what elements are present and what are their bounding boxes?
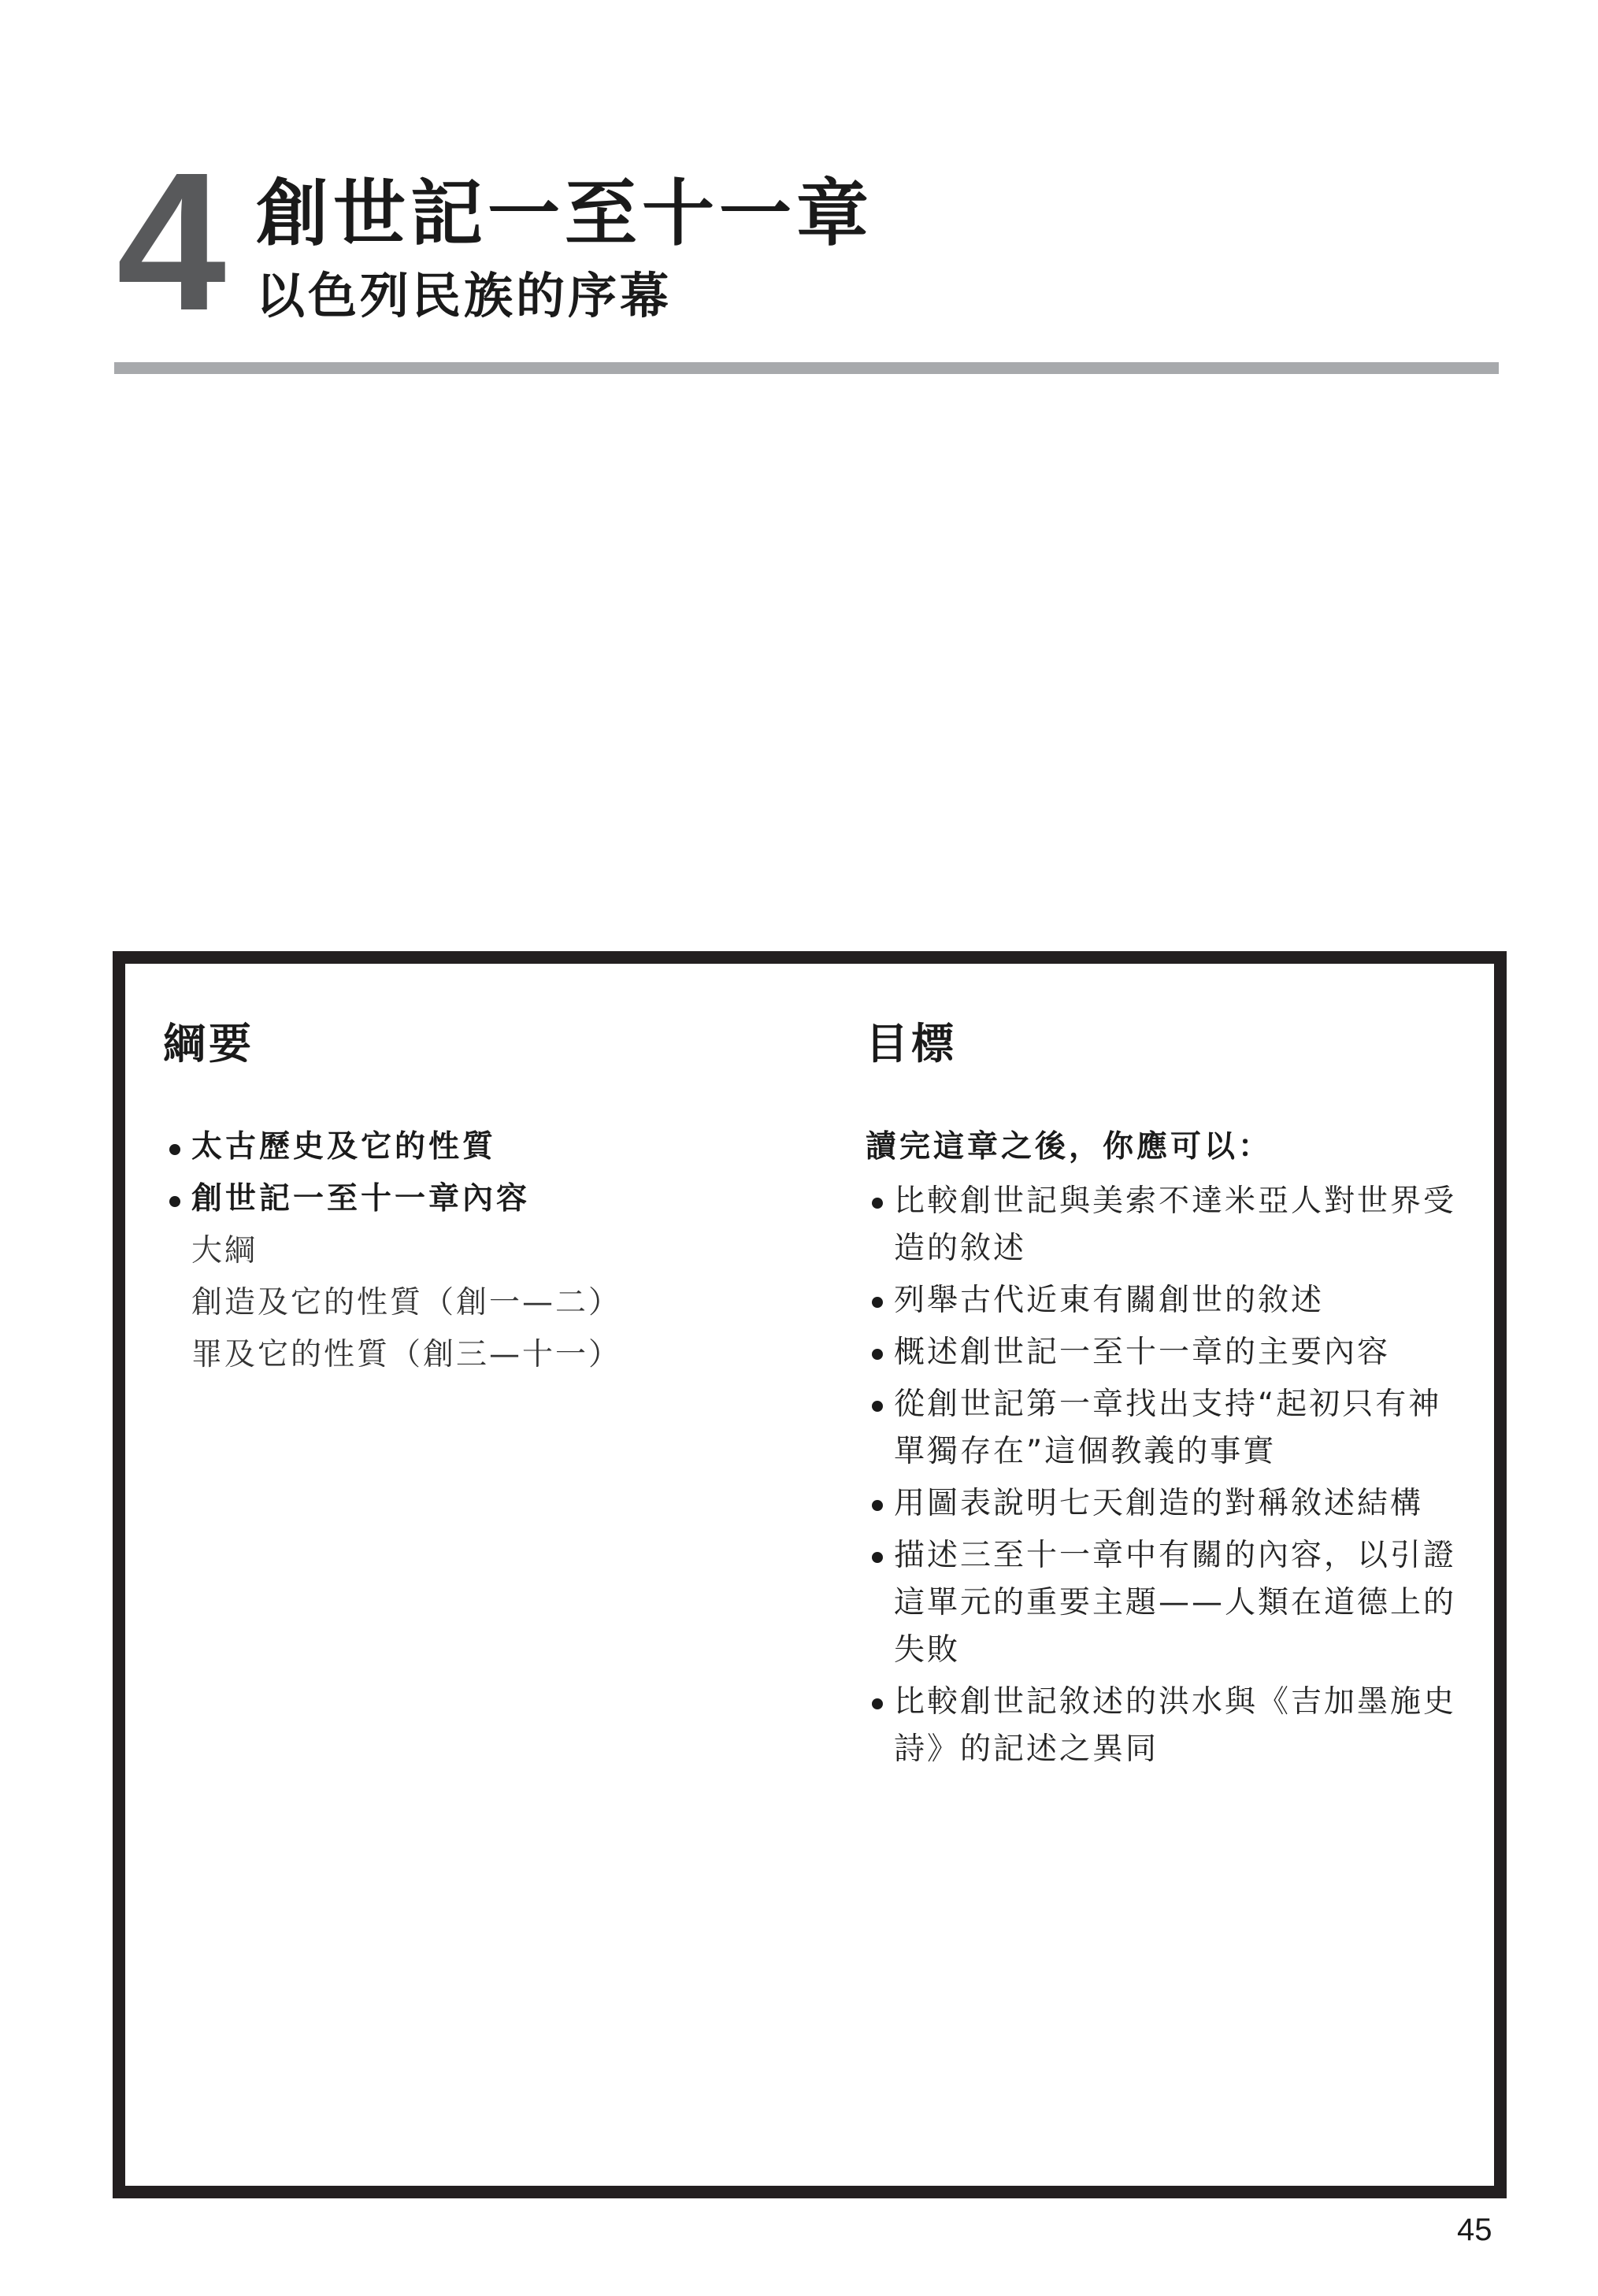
bullet-icon	[872, 1401, 883, 1412]
objective-text-line: 單獨存在”這個教義的事實	[894, 1434, 1277, 1469]
objective-item	[866, 1480, 1464, 1528]
outline-subitem	[163, 1277, 809, 1329]
bullet-icon	[169, 1144, 180, 1155]
objective-text-line: 詩》的記述之異同	[894, 1731, 1159, 1767]
bullet-icon	[169, 1196, 180, 1207]
chapter-title: 創世記一至十一章	[256, 172, 874, 256]
objective-text-line: 描述三至十一章中有關的內容，以引證	[894, 1538, 1457, 1573]
content-box	[113, 951, 1507, 2198]
objective-text-line: 從創世記第一章找出支持“起初只有神	[894, 1387, 1442, 1422]
objectives-intro: 讀完這章之後，你應可以：	[866, 1129, 1273, 1165]
chapter-number: 4	[117, 131, 224, 351]
bullet-icon	[872, 1698, 883, 1709]
objective-text-line: 比較創世記與美索不達米亞人對世界受	[894, 1183, 1457, 1219]
objective-item	[866, 1679, 1464, 1773]
objective-text-line: 用圖表說明七天創造的對稱敘述結構	[894, 1486, 1424, 1521]
outline-item-text: 大綱	[191, 1233, 258, 1268]
bullet-icon	[872, 1552, 883, 1563]
objective-text-line: 概述創世記一至十一章的主要內容	[894, 1335, 1391, 1370]
bullet-icon	[872, 1349, 883, 1360]
objective-text-line: 比較創世記敘述的洪水與《吉加墨施史	[894, 1684, 1457, 1720]
bullet-icon	[872, 1500, 883, 1511]
title-divider	[114, 362, 1499, 374]
objective-item	[866, 1532, 1464, 1674]
outline-subitem	[163, 1225, 809, 1277]
outline-item-text: 太古歷史及它的性質	[191, 1129, 497, 1165]
chapter-subtitle: 以色列民族的序幕	[256, 267, 673, 324]
objective-item	[866, 1277, 1464, 1324]
bullet-icon	[872, 1198, 883, 1209]
objectives-heading: 目標	[866, 1019, 957, 1068]
objective-item	[866, 1178, 1464, 1272]
objective-text-line: 這單元的重要主題——人類在道德上的	[894, 1585, 1457, 1620]
bullet-icon	[872, 1297, 883, 1308]
objective-item	[866, 1329, 1464, 1376]
outline-heading: 綱要	[163, 1019, 254, 1068]
objective-text-line: 列舉古代近東有關創世的敘述	[894, 1283, 1325, 1318]
outline-list	[163, 1121, 809, 1381]
objective-text-line: 失敗	[894, 1632, 961, 1668]
objectives-list	[866, 1121, 1464, 1773]
outline-subitem	[163, 1329, 809, 1381]
page-number: 45	[1457, 2213, 1492, 2247]
outline-item	[163, 1121, 809, 1173]
outline-item-text: 罪及它的性質（創三—十一）	[191, 1337, 622, 1372]
outline-item-text: 創造及它的性質（創一—二）	[191, 1285, 622, 1320]
objective-item	[866, 1381, 1464, 1476]
objective-text-line: 造的敘述	[894, 1231, 1027, 1266]
outline-item-text: 創世記一至十一章內容	[191, 1181, 531, 1217]
outline-item	[163, 1173, 809, 1225]
